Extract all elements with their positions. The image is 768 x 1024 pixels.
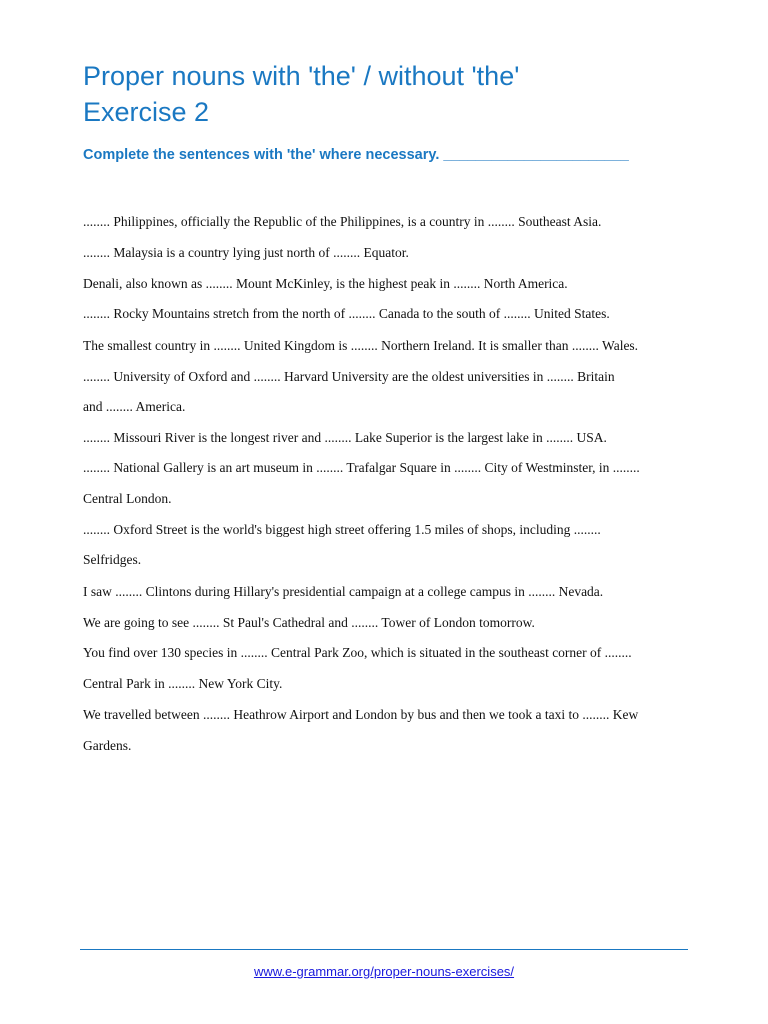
sentence-line: You find over 130 species in ........ Central Park Zoo, which is situated in the southeast corner of ........ <box>83 645 632 660</box>
sentence-line: ........ Philippines, officially the Republic of the Philippines, is a country in ........ Southeast Asia. <box>83 214 602 229</box>
sentence-line: We are going to see ........ St Paul's Cathedral and ........ Tower of London tomorrow. <box>83 615 535 630</box>
sentence-line: Gardens. <box>83 738 132 753</box>
sentence-line: ........ Rocky Mountains stretch from the north of ........ Canada to the south of ........ United States. <box>83 306 610 321</box>
title-line-2: Exercise 2 <box>83 97 210 127</box>
sentence-line: Central Park in ........ New York City. <box>83 676 283 691</box>
sentence-line: ........ Missouri River is the longest river and ........ Lake Superior is the largest lake in ........ USA. <box>83 430 607 445</box>
sentence-line: ........ University of Oxford and ........ Harvard University are the oldest universities in ........ Britain <box>83 369 615 384</box>
footer-link[interactable]: www.e-grammar.org/proper-nouns-exercises/ <box>253 964 515 979</box>
sentence-line: ........ National Gallery is an art museum in ........ Trafalgar Square in ........ City of Westminster, in ........ <box>83 460 640 475</box>
sentence-line: Central London. <box>83 491 172 506</box>
title-line-1: Proper nouns with 'the' / without 'the' <box>83 61 520 91</box>
sentence-line: ........ Oxford Street is the world's biggest high street offering 1.5 miles of shops, including ........ <box>83 522 601 537</box>
footer-divider <box>80 949 688 950</box>
page-title <box>83 58 723 130</box>
sentence-line: We travelled between ........ Heathrow Airport and London by bus and then we took a taxi to ........ Kew <box>83 707 639 722</box>
instructions: Complete the sentences with 'the' where necessary. _______________________ <box>83 147 629 163</box>
sentence-line: and ........ America. <box>83 399 186 414</box>
sentence-line: The smallest country in ........ United Kingdom is ........ Northern Ireland. It is smaller than ........ Wales. <box>83 338 639 353</box>
sentence-line: Denali, also known as ........ Mount McKinley, is the highest peak in ........ North America. <box>83 276 568 291</box>
sentence-line: Selfridges. <box>83 552 142 567</box>
sentence-line: ........ Malaysia is a country lying just north of ........ Equator. <box>83 245 409 260</box>
sentence-line: I saw ........ Clintons during Hillary's presidential campaign at a college campus in ........ Nevada. <box>83 584 604 599</box>
